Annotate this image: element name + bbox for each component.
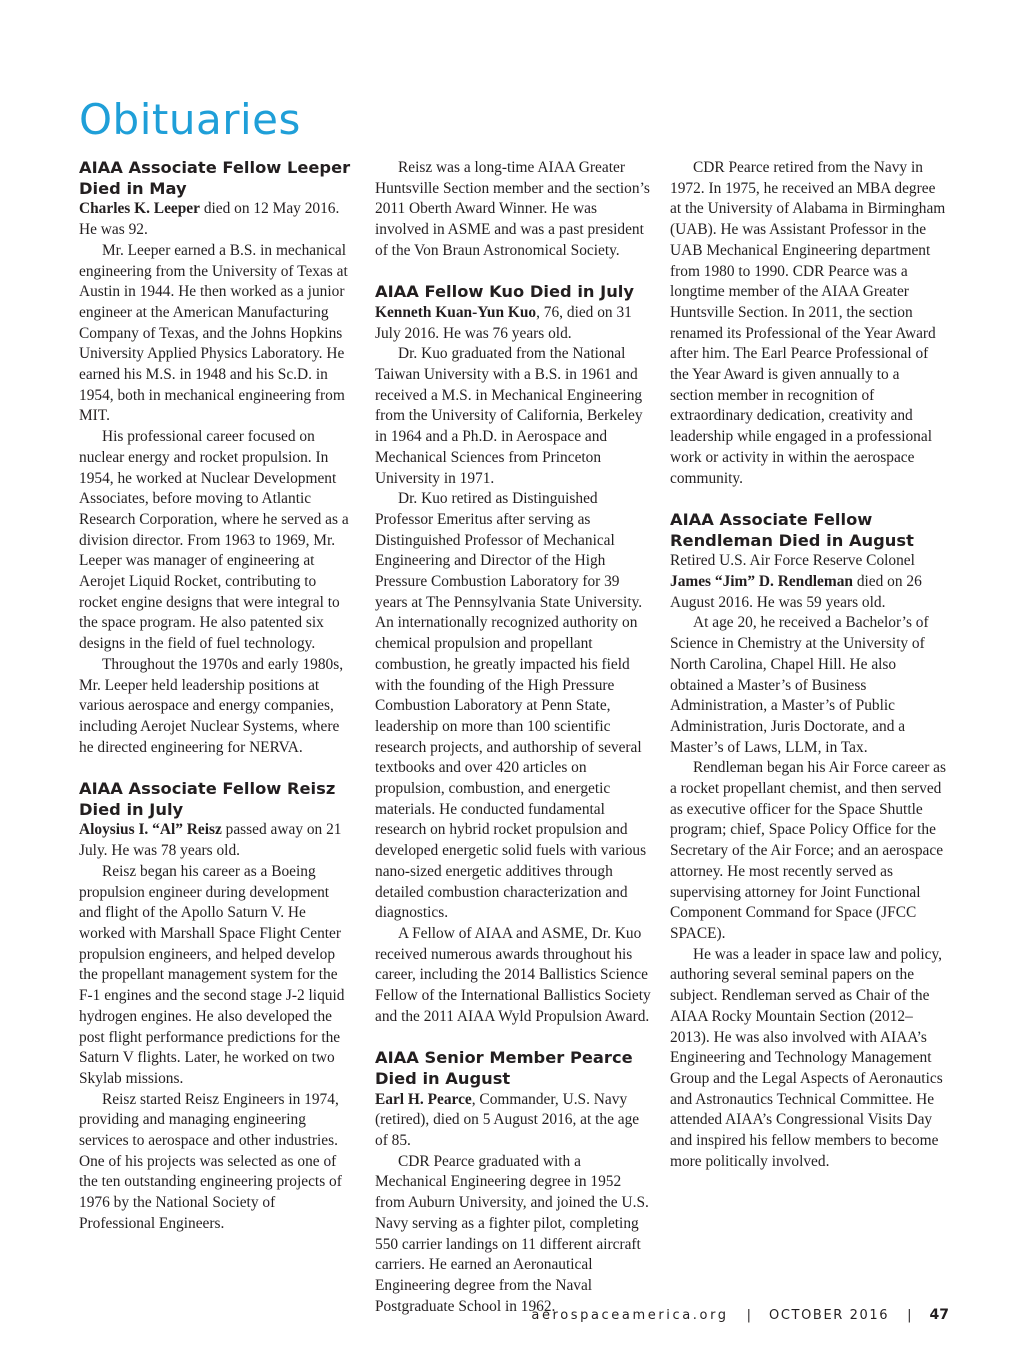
leeper-paragraph: Mr. Leeper earned a B.S. in mechanical engineering from the University of Texas at Austin in 1944. He then worked as a junior engineer at the American Manufacturing Company of Texas, and the Johns Hopkins University Applied Physics Laboratory. He earned his M.S. in 1948 and his Sc.D. in 1954, both in mechanical engineering from MIT. [79,241,348,425]
column-3 [670,158,946,1172]
leeper-headline: AIAA Associate Fellow Leeper Died in May [79,158,351,198]
footer-separator: | [907,1308,912,1323]
reisz-lead [79,820,355,861]
leeper-paragraph: Throughout the 1970s and early 1980s, Mr. Leeper held leadership positions at various aerospace and energy companies, including Aerojet Nuclear Systems, where he directed engineering for NERVA. [79,655,344,756]
footer-site-link[interactable]: aerospaceamerica.org [531,1308,729,1323]
rendleman-paragraph: Rendleman began his Air Force career as a rocket propellant chemist, and then served as executive officer for the Space Shuttle program; chief, Space Policy Office for the Secretary of the Air Force; and an aerospace attorney. He most recently served as supervising attorney for Joint Functional Component Command for Space (JFCC SPACE). [670,759,946,942]
column-1 [79,158,355,1235]
page-footer [531,1305,949,1326]
rendleman-headline: AIAA Associate Fellow Rendleman Died in August [670,509,914,550]
page-title: Obituaries [79,95,301,144]
kuo-lead-text: , 76, died on 31 July 2016. He was 76 years old. [375,303,632,342]
pearce-lead [375,1090,651,1152]
rendleman-paragraph: At age 20, he received a Bachelor’s of Science in Chemistry at the University of North Carolina, Chapel Hill. He also obtained a Master’s of Business Administration, a Master’s of Public Administration, Juris Doctorate, and a Master’s of Laws, LLM, in Tax. [670,614,929,756]
kuo-lead [375,303,651,344]
pearce-paragraph: CDR Pearce retired from the Navy in 1972. In 1975, he received an MBA degree at the University of Alabama in Birmingham (UAB). He was Assistant Professor in the UAB Mechanical Engineering department from 1980 to 1990. CDR Pearce was a longtime member of the AIAA Greater Huntsville Section. In 2011, the section renamed its Professional of the Year Award after him. The Earl Pearce Professional of the Year Award is given annually to a section member in recognition of extraordinary dedication, creativity and leadership while engaged in a professional work or activity in within the aerospace community. [670,159,946,487]
pearce-lead-name: Earl H. Pearce [375,1090,472,1108]
footer-page-number: 47 [929,1307,949,1323]
reisz-paragraph: Reisz was a long-time AIAA Greater Huntsville Section member and the section’s 2011 Oberth Award Winner. He was involved in ASME and was a past president of the Von Braun Astronomical Society. [375,159,650,259]
rendleman-lead-prefix: Retired U.S. Air Force Reserve Colonel [670,552,915,570]
reisz-lead-name: Aloysius I. “Al” Reisz [79,821,222,839]
pearce-lead-text: , Commander, U.S. Navy (retired), died on 5 August 2016, at the age of 85. [375,1090,640,1150]
reisz-lead-text: passed away on 21 July. He was 78 years old. [79,821,342,860]
rendleman-paragraph: He was a leader in space law and policy, authoring several seminal papers on the subject. Rendleman served as Chair of the AIAA Rocky Mountain Section (2012–2013). He was also involved with AIAA’s Engineering and Technology Management Group and the Legal Aspects of Aeronautics and Astronautics Technical Committee. He attended AIAA’s Congressional Visits Day and inspired his fellow members to become more politically involved. [670,945,943,1170]
footer-separator: | [746,1308,752,1323]
reisz-headline: AIAA Associate Fellow Reisz Died in July [79,779,336,819]
kuo-paragraph: Dr. Kuo graduated from the National Taiwan University with a B.S. in 1961 and received a M.S. in Mechanical Engineering from the University of California, Berkeley in 1964 and a Ph.D. in Aerospace and Mechanical Sciences from Princeton University in 1971. [375,345,643,487]
leeper-lead [79,199,355,240]
pearce-headline: AIAA Senior Member Pearce Died in August [375,1048,633,1088]
pearce-paragraph: CDR Pearce graduated with a Mechanical Engineering degree in 1952 from Auburn University, and joined the U.S. Navy serving as a fighter pilot, completing 550 carrier landings on 11 different aircraft carriers. He earned an Aeronautical Engineering degree from the Naval Postgraduate School in 1962. [375,1152,649,1315]
kuo-paragraph: Dr. Kuo retired as Distinguished Professor Emeritus after serving as Distinguished Professor of Mechanical Engineering and Director of the High Pressure Combustion Laboratory for 39 years at The Pennsylvania State University. An internationally recognized authority on chemical propulsion and propellant combustion, he greatly impacted his field with the founding of the High Pressure Combustion Laboratory at Penn State, leadership on more than 100 scientific research projects, and authorship of several textbooks and over 420 articles on propulsion, combustion, and energetic materials. He conducted fundamental research on hybrid rocket propulsion and developed energetic solid fuels with various nano-sized energetic additives through detailed combustion characterization and diagnostics. [375,490,647,922]
column-2 [375,158,651,1317]
leeper-paragraph: His professional career focused on nuclear energy and rocket propulsion. In 1954, he worked at Nuclear Development Associates, before moving to Atlantic Research Corporation, where he served as a division director. From 1963 to 1969, Mr. Leeper was manager of engineering at Aerojet Liquid Rocket, contributing to rocket engine designs that were integral to the space program. He also patented six designs in the field of fuel technology. [79,428,349,653]
rendleman-lead-name: James “Jim” D. Rendleman [670,573,853,591]
kuo-paragraph: A Fellow of AIAA and ASME, Dr. Kuo received numerous awards throughout his career, including the 2014 Ballistics Science Fellow of the International Ballistics Society and the 2011 AIAA Wyld Propulsion Award. [375,925,651,1025]
leeper-lead-text: died on 12 May 2016. He was 92. [79,200,340,239]
reisz-paragraph: Reisz started Reisz Engineers in 1974, providing and managing engineering services to aerospace and other industries. One of his projects was selected as one of the ten outstanding engineering projects of 1976 by the National Society of Professional Engineers. [79,1090,342,1232]
reisz-paragraph: Reisz began his career as a Boeing propulsion engineer during development and flight of the Apollo Saturn V. He worked with Marshall Space Flight Center propulsion engineers, and helped develop the propellant management system for the F-1 engines and the second stage J-2 liquid hydrogen engines. He also developed the post flight performance predictions for the Saturn V flights. Later, he worked on two Skylab missions. [79,862,345,1087]
rendleman-lead-text: died on 26 August 2016. He was 59 years old. [670,573,922,611]
footer-issue-date: OCTOBER 2016 [769,1308,890,1323]
leeper-lead-name: Charles K. Leeper [79,200,200,218]
kuo-lead-name: Kenneth Kuan-Yun Kuo [375,303,537,321]
kuo-headline: AIAA Fellow Kuo Died in July [375,282,635,302]
rendleman-lead [670,551,946,613]
